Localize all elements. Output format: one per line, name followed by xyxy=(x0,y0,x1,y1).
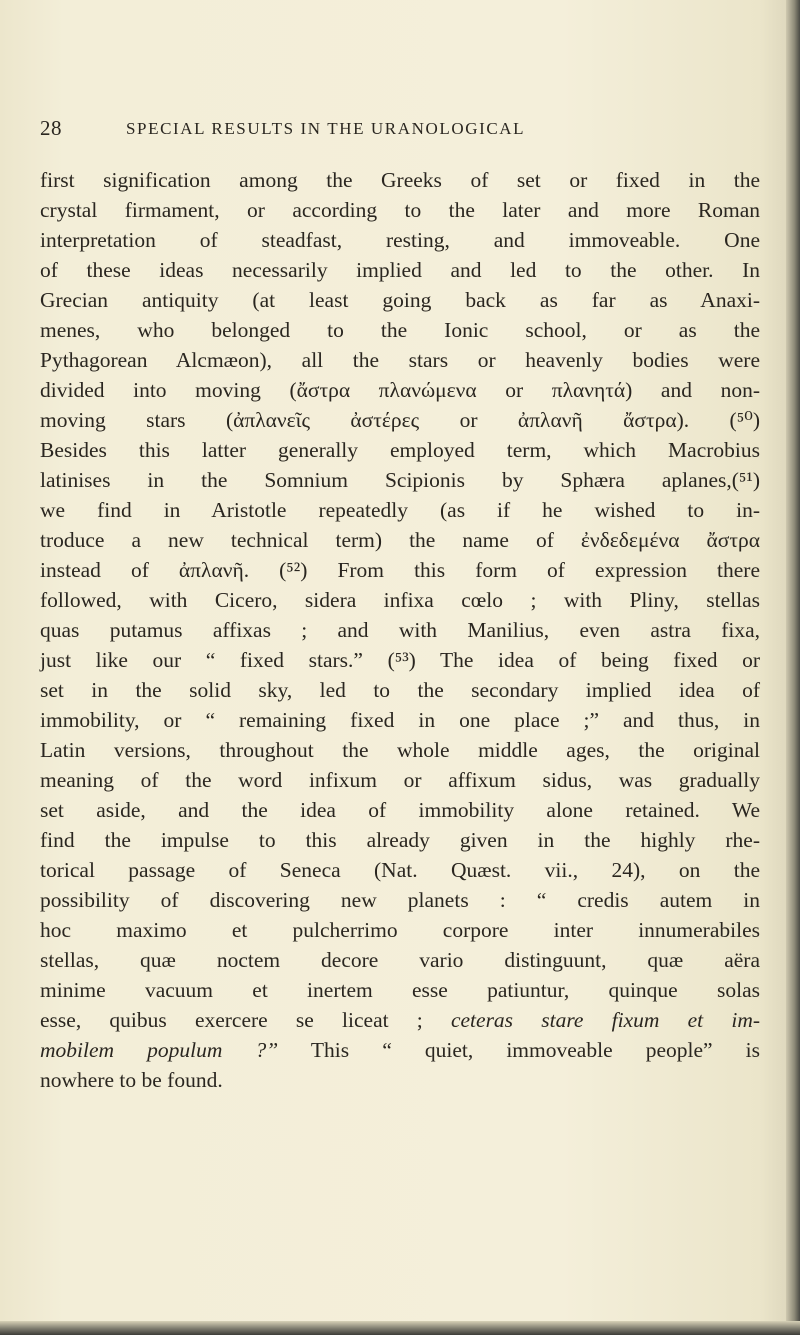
text-line: Pythagorean Alcmæon), all the stars or heavenly bodies were xyxy=(40,348,760,372)
text-line: divided into moving (ἄστρα πλανώμενα or πλανητά) and non- xyxy=(40,378,760,402)
text-line: hoc maximo et pulcherrimo corpore inter innumerabiles xyxy=(40,918,760,942)
text-line-italic-head: mobilem populum ?” This “ quiet, immoveable people” is xyxy=(40,1038,760,1062)
text-line: latinises in the Somnium Scipionis by Sphæra aplanes,(⁵¹) xyxy=(40,468,760,492)
text-line: meaning of the word infixum or affixum sidus, was gradually xyxy=(40,768,760,792)
text-line: nowhere to be found. xyxy=(40,1068,223,1092)
page-edge-bottom xyxy=(0,1321,800,1335)
text-line: interpretation of steadfast, resting, and immoveable. One xyxy=(40,228,760,252)
text-line: menes, who belonged to the Ionic school, or as the xyxy=(40,318,760,342)
text-line: possibility of discovering new planets : “ credis autem in xyxy=(40,888,760,912)
page-edge-right xyxy=(786,0,800,1335)
text-line: set in the solid sky, led to the secondary implied idea of xyxy=(40,678,760,702)
running-head: SPECIAL RESULTS IN THE URANOLOGICAL xyxy=(126,119,526,138)
text-line: stellas, quæ noctem decore vario distinguunt, quæ aëra xyxy=(40,948,760,972)
body-text xyxy=(40,165,760,1095)
text-line: first signification among the Greeks of set or fixed in the xyxy=(40,168,760,192)
text-line: we find in Aristotle repeatedly (as if he wished to in- xyxy=(40,498,760,522)
text-line: Latin versions, throughout the whole middle ages, the original xyxy=(40,738,760,762)
text-line: moving stars (ἀπλανεῖς ἀστέρες or ἀπλανῆ ἄστρα). (⁵⁰) xyxy=(40,408,760,432)
text-line: troduce a new technical term) the name of ἐνδεδεμένα ἄστρα xyxy=(40,528,760,552)
text-line: quas putamus affixas ; and with Manilius, even astra fixa, xyxy=(40,618,760,642)
text-line: of these ideas necessarily implied and led to the other. In xyxy=(40,258,760,282)
page-number: 28 xyxy=(40,116,62,140)
text-line: instead of ἀπλανῆ. (⁵²) From this form of expression there xyxy=(40,558,760,582)
text-line: Besides this latter generally employed term, which Macrobius xyxy=(40,438,760,462)
text-line: torical passage of Seneca (Nat. Quæst. vii., 24), on the xyxy=(40,858,760,882)
text-line: set aside, and the idea of immobility alone retained. We xyxy=(40,798,760,822)
italic-latin-quote: mobilem populum ?” xyxy=(40,1038,279,1062)
page-header xyxy=(40,116,760,144)
text-line: minime vacuum et inertem esse patiuntur, quinque solas xyxy=(40,978,760,1002)
text-line: immobility, or “ remaining fixed in one place ;” and thus, in xyxy=(40,708,760,732)
text-line: followed, with Cicero, sidera infixa cœlo ; with Pliny, stellas xyxy=(40,588,760,612)
text-line: find the impulse to this already given in the highly rhe- xyxy=(40,828,760,852)
text-line: just like our “ fixed stars.” (⁵³) The idea of being fixed or xyxy=(40,648,760,672)
text-line: Grecian antiquity (at least going back as far as Anaxi- xyxy=(40,288,760,312)
italic-latin-quote: ceteras stare fixum et im- xyxy=(450,1008,761,1032)
text-line-italic-tail: esse, quibus exercere se liceat ; ceteras stare fixum et im- xyxy=(40,1008,761,1032)
text-line: crystal firmament, or according to the later and more Roman xyxy=(40,198,760,222)
